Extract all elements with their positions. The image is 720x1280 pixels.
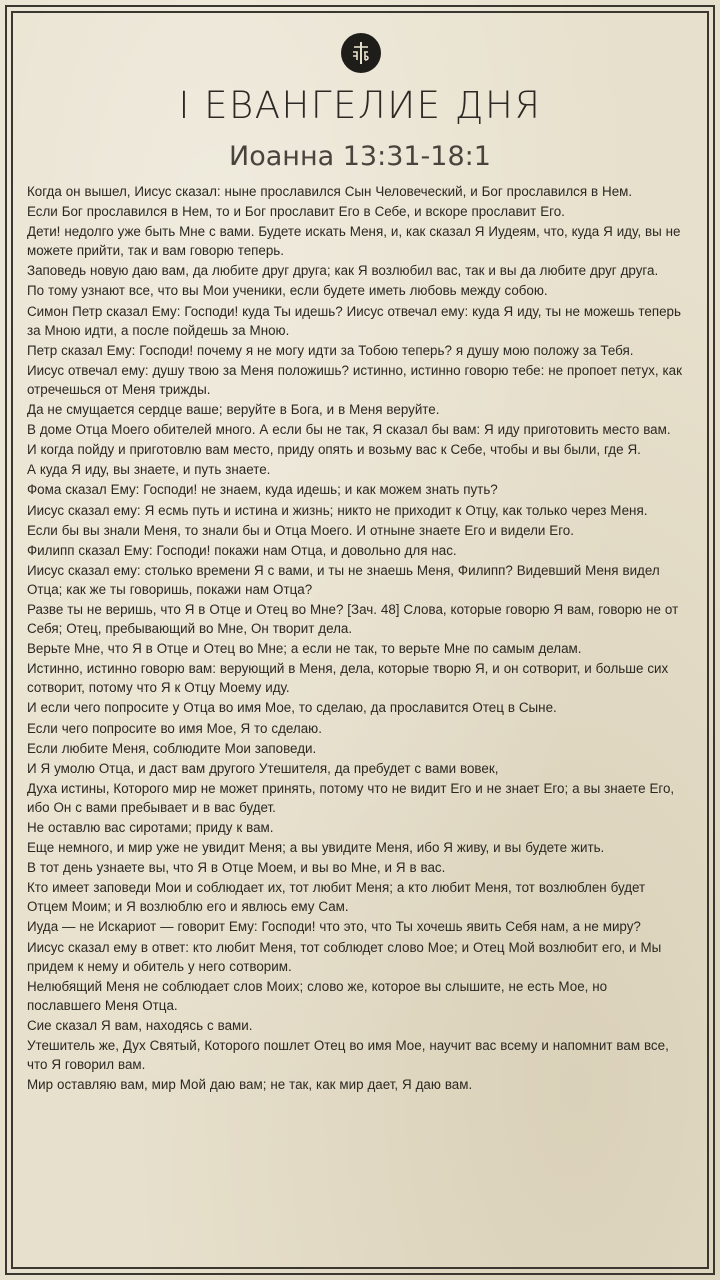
verse-paragraph: Филипп сказал Ему: Господи! покажи нам Отца, и довольно для нас. <box>27 542 457 558</box>
verse-paragraph: А куда Я иду, вы знаете, и путь знаете. <box>27 462 271 478</box>
verse-paragraph: В тот день узнаете вы, что Я в Отце Моем, и вы во Мне, и Я в вас. <box>27 860 446 876</box>
verse-paragraph: В доме Отца Моего обителей много. А если бы не так, Я сказал бы вам: Я иду приготовить место вам. <box>27 422 671 438</box>
verse-paragraph: Если бы вы знали Меня, то знали бы и Отца Моего. И отныне знаете Его и видели Его. <box>27 522 574 538</box>
verse-paragraph: Дети! недолго уже быть Мне с вами. Будете искать Меня, и, как сказал Я Иудеям, что, куда Я иду, вы не можете прийти, так и вам говорю теперь. <box>27 224 681 259</box>
verse-paragraph: Иуда — не Искариот — говорит Ему: Господи! что это, что Ты хочешь явить Себя нам, а не миру? <box>27 919 641 935</box>
verse-paragraph: Нелюбящий Меня не соблюдает слов Моих; слово же, которое вы слышите, не есть Мое, но пославшего Меня Отца. <box>27 978 608 1013</box>
verse-paragraph: Иисус сказал ему в ответ: кто любит Меня, тот соблюдет слово Мое; и Отец Мой возлюбит его, и Мы придем к нему и обитель у него сотворим. <box>27 939 662 974</box>
verse-paragraph: Верьте Мне, что Я в Отце и Отец во Мне; а если не так, то верьте Мне по самым делам. <box>27 641 582 657</box>
verse-paragraph: Иисус сказал ему: столько времени Я с вами, и ты не знаешь Меня, Филипп? Видевший Меня видел Отца; как же ты говоришь, покажи нам Отца? <box>27 562 660 597</box>
verse-paragraph: Разве ты не веришь, что Я в Отце и Отец во Мне? [Зач. 48] Слова, которые говорю Я вам, говорю не от Себя; Отец, пребывающий во Мне, Он творит дела. <box>27 601 679 637</box>
verse-paragraph: Не оставлю вас сиротами; приду к вам. <box>27 820 274 835</box>
verse-paragraph: Заповедь новую даю вам, да любите друг друга; как Я возлюбил вас, так и вы да любите друг друга. <box>27 263 659 279</box>
verse-paragraph: И когда пойду и приготовлю вам место, приду опять и возьму вас к Себе, чтобы и вы были, где Я. <box>27 442 641 458</box>
scripture-reference: Иоанна 13:31-18:1 <box>229 141 491 172</box>
verse-paragraph: Духа истины, Которого мир не может принять, потому что не видит Его и не знает Его; а вы знаете Его, ибо Он с вами пребывает и в вас будет. <box>27 780 675 815</box>
verse-paragraph: Иисус отвечал ему: душу твою за Меня положишь? истинно, истинно говорю тебе: не пропоет петух, как отречешься от Меня трижды. <box>27 362 682 397</box>
verse-list <box>27 182 684 1095</box>
verse-paragraph: Истинно, истинно говорю вам: верующий в Меня, дела, которые творю Я, и он сотворит, и больше сих сотворит, потому что Я к Отцу Моему иду. <box>27 661 669 696</box>
verse-paragraph: По тому узнают все, что вы Мои ученики, если будете иметь любовь между собою. <box>27 283 548 299</box>
verse-paragraph: Кто имеет заповеди Мои и соблюдает их, тот любит Меня; а кто любит Меня, тот возлюблен будет Отцем Моим; и Я возлюблю его и явлюсь ему Сам. <box>27 880 646 915</box>
verse-paragraph: И если чего попросите у Отца во имя Мое, то сделаю, да прославится Отец в Сыне. <box>27 700 557 716</box>
verse-paragraph: Если чего попросите во имя Мое, Я то сделаю. <box>27 720 322 736</box>
verse-paragraph: Фома сказал Ему: Господи! не знаем, куда идешь; и как можем знать путь? <box>27 482 498 498</box>
verse-paragraph: Иисус сказал ему: Я есмь путь и истина и жизнь; никто не приходит к Отцу, как только через Меня. <box>27 502 648 518</box>
verse-paragraph: Симон Петр сказал Ему: Господи! куда Ты идешь? Иисус отвечал ему: куда Я иду, ты не можешь теперь за Мною идти, а после пойдешь за Мною. <box>27 303 681 338</box>
verse-paragraph: Сие сказал Я вам, находясь с вами. <box>27 1017 253 1033</box>
verse-paragraph: Когда он вышел, Иисус сказал: ныне прославился Сын Человеческий, и Бог прославился в Нем. <box>27 184 633 199</box>
verse-paragraph: Петр сказал Ему: Господи! почему я не могу идти за Тобою теперь? я душу мою положу за Тебя. <box>27 342 634 358</box>
verse-paragraph: Если Бог прославился в Нем, то и Бог прославит Его в Себе, и вскоре прославит Его. <box>27 204 565 220</box>
page-title: I ЕВАНГЕЛИЕ ДНЯ <box>178 84 542 127</box>
verse-paragraph: Да не смущается сердце ваше; веруйте в Бога, и в Меня веруйте. <box>27 402 440 418</box>
verse-paragraph: И Я умолю Отца, и даст вам другого Утешителя, да пребудет с вами вовек, <box>27 760 499 776</box>
monogram-logo-icon <box>341 33 381 73</box>
verse-paragraph: Утешитель же, Дух Святый, Которого пошлет Отец во имя Мое, научит вас всему и напомнит вам все, что Я говорил вам. <box>27 1038 669 1073</box>
verse-paragraph: Мир оставляю вам, мир Мой даю вам; не так, как мир дает, Я даю вам. <box>27 1077 473 1093</box>
verse-paragraph: Если любите Меня, соблюдите Мои заповеди. <box>27 740 317 756</box>
verse-paragraph: Еще немного, и мир уже не увидит Меня; а вы увидите Меня, ибо Я живу, и вы будете жить. <box>27 840 605 856</box>
